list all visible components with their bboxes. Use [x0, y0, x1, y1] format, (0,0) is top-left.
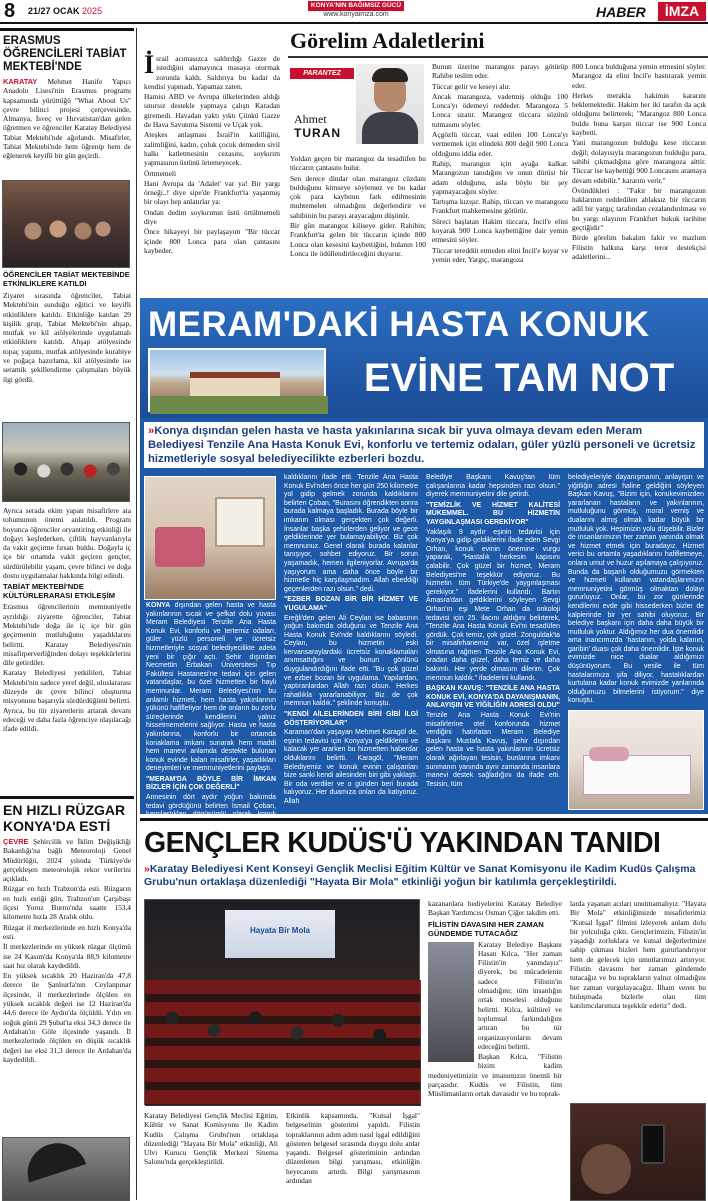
author-last-name: TURAN [294, 126, 341, 140]
kudus-col-2: Etkinlik kapsamında, "Kutsal İşgal" belgeselinin gösterimi yapıldı. Filistin topraklarının adım adım nasıl işgal edildiğini gösteren belgesel sırasında duygu dolu anlar yaşandı. Belgesel gösteriminin ardından düzenlenen bilgi yarışması, etkinliğin heyecanını artırdı. Bilgi yarışmasının ardından [286, 1111, 420, 1186]
lead-tag: ÇEVRE [3, 837, 29, 846]
photo1-caption: ÖĞRENCİLER TABİAT MEKTEBİNDE ETKİNLİKLERE KATILDI [3, 270, 130, 288]
author-box [290, 64, 424, 150]
kudus-col-4: larda yaşanan acıları unutmamalıyız. "Hayata Bir Mola" etkinliğimizde misafirlerimiz "Kutsal İşgal" filmini izleyerek anlam dolu bir yolculuğa çıktı. Gençlerimizin, Filistin'in yaşadığı zorluklara ve kutsal değerlerimize sahip çıkması bizleri hem gururlandırıyor hem de gelecek için umutlarımızı artırıyor. Filistin davasını her zaman gündemde tutacağız ve bu toprakların yalnız olmadığını her zaman vurgulayacağız. İlham veren bu buluşmada bizlerle olan tüm katılımcılarımıza teşekkür ederiz" dedi. [570, 899, 706, 1011]
drop-cap: İ [144, 50, 155, 79]
projection-screen [225, 910, 335, 958]
wind-article: EN HIZLI RÜZGAR KONYA'DA ESTİ ÇEVRE Şehircilik ve İklim Değişikliği Bakanlığı'na bağlı Meteoroloji Genel Müdürlüğü, 2024 yılında Türkiye'de gerçekleşen meteorolojik rekor verilerini açıkladı. Rüzgar en hızlı Trabzon'da esti. Rüzgarın en hızlı estiği gün, Trabzon'un Çarşıbaşı ilçesi Yoruz Burnu'nda saatte 153,4 kilometre hızla 28 Aralık oldu. Rüzgar il merkezlerinde en hızlı Konya'da esti. İl merkezlerinde en yüksek rüzgar ölçümü ise 24 Kasım'da Konya'da 88,9 kilometre saat hız olarak kaydedildi. En yüksek sıcaklık 20 Haziran'da 47,8 derece ile Şanlıurfa'nın Ceylanpınar ilçesinde, il merkezlerinde ölçülen en yüksek sıcaklık değeri ise 12 Haziran'da 44,6 derece ile Aydın'da ölçüldü. Yılın en soğuk günü 29 Şubat'ta eksi 34,3 derece ile Ardahan'ın Göle ilçesinde yaşandı. İl merkezlerinde ölçülen en düşük sıcaklık değeri ise eksi 31,3 derece ile Ardahan'da kaydedildi. [0, 796, 134, 1200]
screen-slide-title: Hayata Bir Mola [249, 926, 311, 935]
chevron-icon: » [144, 863, 150, 875]
col-text-2: Yoldan geçen bir marangoz da tesadüfen bu tüccarın çantasını bulur. Sen derece dindar olan marangoz cüzdanı bulduğunu kimseye söylemez ve bu kadar çok para kaybının fark edilmesinin muhtemelen olmadığını değerlendirir ve sahibinin bu parayı arayacağını düşünür. Bir gün marangoz kiliseye gider. Rahibin; Frankfurt'ta gelen bir tüccarın içinde 800 Lonca olan kesesini kaybettiğini, bulanın 100 Lonca ile ödüllendirileceğini duyurur. [290, 154, 426, 258]
meram-col-b: kaldıklarını ifade etti. Tenzile Ana Hasta Konuk Evi'nden önce her gün 250 kilometre yol gidip gelmek zorunda kaldıklarını belirten Çoban, "Burasını öğrendikten sonra burada kalmaya başladık. Burada böyle bir imkanın olması gerçekten çok değerli. İnsanlar başka şehirlerden geliyor ve gece geldiklerinde yer bulamayabiliyor. Biz çok memnunuz. Genel olarak burada kalanlar tanışıyor, sohbet ediyoruz. Bir sorun yaşamadık, hemen ilgileniyorlar. Avrupa'da yaşıyorum ama daha önce böyle bir hizmetle hiç karşılaşmadım. Allah ebeddiği geçenlerden razı olsun." dedi. "EZBER BOZAN BİR BİR HİZMET VE YUGULAMA" Ereğli'den gelen Ali Ceylan ise babasının yoğun bakımda olduğunu ve Tenzile Ana Hasta Konuk Evi'nde kaldıklarını söyledi. Ceylan, bu hizmetin eski kervansaraylardaki ücretsiz konaklamaları anımsattığını ve bunun gönlünü duygulandırdığını ifade etti. "Bu çok güzel ve ezber bozan bir uygulama. Yapılardan, yaptıranlardan Allah razı olsun. Herkes rahatlıkla yararlanabiliyor. Biz de çok memnun kaldık." şeklinde konuştu. "KENDİ AİLELERİNDEN BİRİ GİBİ İLGİ GÖSTERİYORLAR" Karaman'dan yaşayan Mehmet Karagöl de, eşinin tedavisi için Konya'ya geldiklerini ve kalacak yer ararken bu hizmetten haberdar olduklarını belirtti. Karagöl, "Meram Belediyemiz ve konuk evinin çalışanları bize sanki kendi ailesinden biri gibi yaklaştı. Bir oda verdiler ve o günden beri burada kalıyoruz. Her duamıza onları da katıyoruz. Allah [284, 474, 418, 805]
meram-headline-2: EVİNE TAM NOT [363, 356, 675, 400]
left-column [0, 28, 134, 1200]
kudus-col-3: kazananlara hediyelerini Karatay Belediye Başkan Yardımcısı Osman Çiğer takdim etti. FİLİSTİN DAVASINI HER ZAMAN GÜNDEMDE TUTACAĞIZ Karatay Belediye Başkanı Hasan Kılca, "Her zaman Filistin'in yanındayız" diyerek, bu mücadelenin sadece Filistin'in olmadığını; tüm insanlığın ortak meselesi olduğunu belirtti. Kılca, kültürel ve toplumsal farkındalığını artıran bu tür organizasyonların devam edeceğini belirtti. Başkan Kılca, "Filistin bizim kadim medeniyetimizin ve imanımızın önemli bir parçasıdır. Kudüs ve Filistin, tüm Müslümanların ortak davasıdır ve bu toprak- [428, 899, 562, 1099]
meram-feature [140, 298, 708, 827]
website-link[interactable]: www.konyaimza.com [323, 11, 389, 18]
erasmus-article: ERASMUS ÖĞRENCİLERİ TABİAT MEKTEBİ'NDE KARATAY Mehmet Hanife Yapıcı Anadolu Lisesi'nin Erasmus programı kapsamında yürüttüğü "What About Us" çevre bilinci projesi çerçevesinde, Almanya, İsveç ve Hırvatistan'dan gelen öğretmen ve öğrenciler Karatay Belediyesi Tabiat Mektebi'nde ağırlandı. Misafirler, Tabiat Mektebi'nde hem öğrenip hem de eğlenerek keyifli bir gün geçirdi. ÖĞRENCİLER TABİAT MEKTEBİNDE ETKİNLİKLERE KATILDI Ziyaret sırasında öğrenciler, Tabiat Mektebi'nin sunduğu eğitici ve keyifli etkinliklere katıldı. Etkinliğe katılan 29 kişilik grup, Tabiat Mektebi'nin ahşap, mutfak ve kil atölyelerinde uygulamalı etkinliklere katıldı. Ahşap atölyesinde topaç yapımı, mutfak atölyesinde kurabiye ve poğaça hazırlama, kil atölyesinde ise seramik şekillendirme çalışmaları büyük ilgi gördü. Ayrıca serada ekim yapan misafirlere ata tohumunun önemi anlatıldı. Program boyunca öğrenciler oryantiring etkinliği ile doğayı keşfederken, çiftlik hayvanlarıyla da vakit geçirme fırsatı buldu. Doğayla iç içe bir ortamda vakit geçiren gençler, sürdürülebilir yaşam, çevre bilinci ve doğa dostu uygulamalar hakkında bilgi edindi. TABİAT MEKTEBİ'NDE KÜLTÜRLERARASI ETKİLEŞİM Erasmus öğrencilerinin memnuniyetle ayrıldığı ziyarette öğrenciler, Tabiat Mektebi'nde doğa ile iç içe bir gün geçirmenin mutluluğunu yaşadıklarını belirtti. Karatay Belediyesi'nin misafirperverliğinden dolayı teşekkürlerini dile getirdiler. Karatay Belediyesi yetkilileri, Tabiat Mektebi'nin sadece yerel değil, uluslararası düzeyde de çevre bilinci oluşturma misyonunu başarıyla sürdürdüğünü belirtti. Ayrıca, bu tür ziyaretlerin artarak devam edeceği ve daha fazla öğrenciye ulaşılacağı ifade edildi. [0, 28, 134, 790]
speaker-photo [428, 942, 474, 1062]
masthead [0, 0, 708, 24]
chevron-icon: » [148, 425, 155, 437]
kudus-deck: »Karatay Belediyesi Kent Konseyi Gençlik Meclisi Eğitim Kültür ve Sanat Komisyonu ile Kadim Kudüs Çalışma Grubu'nun ortaklaşa düzenlediği "Hayata Bir Mola" etkinliği yoğun bir katılımla gerçekleştirildi. [144, 863, 696, 888]
kudus-col-1: Karatay Belediyesi Gençlik Meclisi Eğitim, Kültür ve Sanat Komisyonu ile Kadim Kudüs Çalışma Grubu'nun ortaklaşa düzenlediği "Hayata Bir Mola" etkinliği, Ali Ulvi Kurucu Gençlik Merkezi Sinema Salonu'nda gerçekleştirildi. [144, 1111, 278, 1167]
erasmus-group-photo [2, 180, 130, 268]
umbrella-photo [2, 1137, 130, 1201]
guesthouse-exterior-photo [148, 348, 326, 412]
subhead-filistin: FİLİSTİN DAVASINI HER ZAMAN GÜNDEMDE TUTACAĞIZ [428, 919, 544, 938]
lead-tag: KONYA [146, 602, 171, 609]
erasmus-body-3: Ayrıca serada ekim yapan misafirlere ata tohumunun önemi anlatıldı. Program boyunca öğrenciler oryantiring etkinliği ile doğayı keşfederken, çiftlik hayvanlarıyla da vakit geçirme fırsatı buldu. Doğayla iç içe bir ortamda vakit geçiren gençler, sürdürülebilir yaşam, çevre bilinci ve doğa dostu uygulamalar hakkında bilgi edindi. TABİAT MEKTEBİ'NDE KÜLTÜRLERARASI ETKİLEŞİM Erasmus öğrencilerinin memnuniyetle ayrıldığı ziyarette öğrenciler, Tabiat Mektebi'nde doğa ile iç içe bir gün geçirmenin mutluluğunu yaşadıklarını belirtti. Karatay Belediyesi'nin misafirperverliğinden dolayı teşekkürlerini dile getirdiler. Karatay Belediyesi yetkilileri, Tabiat Mektebi'nin sadece yerel değil, uluslararası düzeyde de çevre bilinci oluşturma misyonunu başarıyla sürdürdüğünü belirtti. Ayrıca, bu tür ziyaretlerin artarak devam edeceği ve daha fazla öğrenciye ulaşılacağı ifade edildi. [3, 506, 131, 734]
page-number: 8 [4, 0, 16, 22]
issue-date: 21/27 OCAK 2025 [28, 6, 103, 16]
author-first-name: Ahmet [294, 112, 327, 126]
meram-col-a: KONYA dışından gelen hasta ve hasta yakınlarının sıcak ve şefkat dolu yuvası Meram Belediyesi Tenzile Ana Hasta Konuk Evi, konforlu ve tertemiz odaları, güler yüzlü personeli ve ücretsiz hizmetleriyle sosyal belediyecilikte adeta yeni bir çığır açtı. Şehir dışından Necmettin Erbakan Üniversitesi Tıp Fakültesi Hastanesi'ne tedavi için gelen vatandaşlar, bu özel hizmetten bir hayli memnunlar. Meram Belediyesi'nin bu anlamlı hizmeti, hem hasta yakınlarının yükünü hafifletiyor hem de onların bu zorlu süreçlerinde kendilerini yalnız hissetmemelerini sağlıyor. Hasta ve hasta yakınlarına, konforlu bir ortamda konaklama imkanı sunarak hem maddi hem manevi anlamda destekte bulunan konuk evinde kalan misafirler, yaşadıkları deneyimleri ve memnuniyetlerini paylaştı. "MERAM'DA BÖYLE BİR İMKAN BİZLER İÇİN ÇOK DEĞERLİ" Annesinin dört aydır yoğun bakımda tedavi gördüğünü belirten İsmail Çoban, karşılaştıkları dönüşümlü olarak konuk evinde [146, 602, 276, 827]
meram-deck: »Konya dışından gelen hasta ve hasta yakınlarına sıcak bir yuva olmaya devam eden Meram Belediyesi Tenzile Ana Hasta Konuk Evi, konforlu ve tertemiz odaları, güler yüzlü personeli ve ücretsiz hizmetleriyle sosyal belediyecilikte ezberleri bozdu. [144, 422, 704, 468]
meram-col-c: Belediye Başkanı Kavuş'tan tüm çalışanlarına kadar hepsinden razı olsun." diyerek memnuniyetini dile getirdi. "TEMİZLİK VE HİZMET KALİTESİ MÜKEMMEL. BU HİZMETİN YAYGINLAŞMASI GEREKİYOR" Yaklaşık 9 aydır eşinin tedavisi için Konya'ya gidip geldiklerini ifade eden Sevgi Orhan, konuk evinin önemine vurgu yaparak, "Hastalık herkesin kapısını çalabilir. Çok güzel bir hizmet, Meram Belediyesi'ne teşekkür ediyoruz. Bu hizmetin tüm Türkiye'de yaygınlaşması gerekiyor." ifadelerini kullandı. Bartın Amasra'dan geldiklerini söyleyen Sevgi Orhan'ın eşi Mete Orhan da onkoloji tedavisi için 25. ilacını aldığını belirterek, "Tenzile Ana Hasta Konuk Evi'ni tesadüfen gördük. Çok temiz, çok güzel. Zonguldak'ta bir misafirhanemiz var, özel işletme olmasına rağmen Tenzile Ana Konuk Evi, oradan daha güzel, daha temiz ve daha bakımlı. Her yerde olmasını dilerim. Çok memnun kaldık." ifadelerini kullandı. BAŞKAN KAVUŞ: "TENZİLE ANA HASTA KONUK EVİ, KONYA'DA DAYANIŞMANIN, ANLAYIŞIN VE YİĞİLİĞİN ADRESİ OLDU" Tenzile Ana Hasta Konuk Evi'nin misafirlerine otel konforunda hizmet verdiğini hatırlatan Meram Belediye Başkanı Mustafa Kavuş, şehir dışından gelen hasta ve hasta yakınlarının ücretsiz olarak ağırlayan tesisin, bunlarına imkanı sunmanın yanında aynı zamanda insanlara manevi destek sağladığını da ifade etti. Tesisin, tüm [426, 474, 560, 788]
column-divider [136, 28, 137, 1200]
meram-headline-1: MERAM'DAKİ HASTA KONUK [148, 305, 650, 344]
erasmus-outdoor-photo [2, 422, 130, 502]
meram-headline-banner [140, 298, 708, 418]
wind-headline: EN HIZLI RÜZGAR KONYA'DA ESTİ [3, 802, 126, 834]
brand-logo: HABER İMZA [596, 2, 708, 21]
col-text-3: Bunun üzerine marangoz parayı götürüp Rahibe teslim eder. Tüccar gelir ve keseyi alır. Ancak marangoza, vadetmiş olduğu 100 Lonca'yı ödemeyi reddeder. Marangoza 5 Lonca uzatır. Marangoz tüccara sözünü tutmasını söyler. Açgözlü tüccar, vaat edilen 100 Lonca'yı vermemek için elindeki 800 değil 900 Lonca olduğunu iddia eder. Rahip, marangoz için ayağa kalkar. Marangozun tanıdığını ve onun dürüst bir adam olduğunu, asla böyle bir şey yapmayacağını söyler. Tartışma kızışır. Rahip, tüccarı ve marangozu Frankfurt mahkemesine götürür. Süreci başlatan Hakim tüccara, İncil'e elini koyarak 900 Lonca kaybettiğine dair yemin etmesini söyler. Tüccar tereddüt etmeden elini İncil'e koyar ve yemin eder. Yargıç, marangoza [432, 62, 568, 264]
bedroom-photo [568, 710, 704, 810]
lead-tag: KARATAY [3, 77, 38, 86]
subhead-kulturlerarasi: TABİAT MEKTEBİ'NDE KÜLTÜRLERARASI ETKİLEŞİM [3, 582, 116, 601]
kudus-article [140, 818, 708, 1200]
erasmus-body-2: Ziyaret sırasında öğrenciler, Tabiat Mektebi'nin sunduğu eğitici ve keyifli etkinliklere katıldı. Etkinliğe katılan 29 kişilik grup, Tabiat Mektebi'nin ahşap, mutfak ve kil atölyelerinde uygulamalı etkinliklere katıldı. Ahşap atölyesinde topaç yapımı, mutfak atölyesinde kurabiye ve poğaça hazırlama, kil atölyesinde ise seramik şekillendirme çalışmaları büyük ilgi gördü. [3, 291, 131, 384]
parantez-label: PARANTEZ [290, 68, 354, 79]
cinema-hall-photo [144, 899, 420, 1105]
tagline: KONYA'NIN BAĞIMSIZ GÜCÜ [308, 1, 404, 11]
col-text-1: İsrail acımasızca saldırdığı Gazze de istediğini alamayınca masaya oturmak zorunda kaldı. Saldırıya bu kadar da kendisi yapmadı. Yapamaz zaten. Hamisi ABD ve Avrupa ülkelerinden aldığı sınırsız destekle yapmaya çalıştı Karadan giremedi. Havadan yaktı yıktı Çünkü Gazze de Hava Savunma Sistemi ve Uçak yok. Ateşkes anlaşması İsrail'in katilliğini, zalimliğini, kadın, çoluk çocuk demeden sivil halkı katletmesinin cezasını, soykırım yapmasının üstünü örtemeyecek. Örtmemeli Hani Avrupa da 'Adalet' var ya! Bir yargı örneği..! diye sipe'de Frankfurt'ta yaşanmış bir olayı hep anlatırlar ya: Ondan dedim soykırımın üstü örtülmemeli diye Önce hikayeyi bir paylaşayım "Bir tüccar içinde 800 Lonca para olan çantasını kaybeder. [144, 50, 280, 255]
erasmus-headline: ERASMUS ÖĞRENCİLERİ TABİAT MEKTEBİ'NDE [0, 28, 134, 77]
audience-phone-photo [570, 1103, 706, 1201]
opinion-column [140, 26, 708, 294]
meram-col-d: belediyeleriyle dayanışmanın, anlayışın ve yiğitliğin adresi haline geldiğini söyleyen Başkan Kavuş, "Bizim için, konukevimizden yararlanan hastaların ve yakınlarının, mutluluğunu görmüş, moral verniş ve dualarını almış olmak kadar büyük bir mutluluk yok. Hepimizin yolu düşebilir. Bizler de insanlarımızın her zaman yanında olmak ve hizmet etmek için buradayız. Hizmet verici bu ortamla yaşadıklarını hafifletmeye, onlara umut ve huzur aşılamaya çalışıyoruz. Bunda da başarılı olduğumuzu görmekten ve hizmeti kullanan vatandaşlarımızın memnuniyetini görmüş olmaktan dolayı gururluyuz. Onlar, bu zor günlerinde kendilerini evde gibi hissederken bizler de kalplerinde bir yer sahibi oluyoruz. Bir belediye başkanı için daha daha büyük bir mutluluk yoktur. Aldığımız her dua önemlidir ama inancımızda 'hastanın, yolda kalanın, garibin' duası çok daha önemlidir. İşte konuk evimizde nice dualar aldığımızı düşünüyorum. Bu vesile ile tüm hastalarımıza şifa diliyor, hastalıklardan kurtulana kadar konuk evimizde yanlarında olduğumuzu bilmelerini istiyorum." diye konuştu. [568, 474, 704, 705]
col-text-4: 800 Lonca bulduğuna yemin etmesini söyler. Marangoz da elini İncil'e bastırarak yemin eder. Herkes merakla hakimin kararını beklemektedir. Hakim her iki tarafın da açık olduğunu belirterek; "Marangoz 800 Lonca buldu buna karşın tüccar ise 900 Lonca kaybetti. Yani marangozun bulduğu kese tüccarın değil; dolayısıyla marangozun bulduğu para, sahibi çıkmadığına göre marangoza aittir. Tüccar ise kaybettiği 900 Loncasını aramaya devam edebilir." kararını verir." Övündükleri : "Fakir bir marangozun haklarının reddedilen ablaksız bir tüccarın adil bir yargıç tarafından cezalandırılması ve bu yargı olayının Frankfurt hukuk tarihine geçtiğidir" Birde görelim bakalım fakir ve mazlum Filistin halkına karşı teror destekçisi adaletlerini... [572, 62, 706, 261]
column-title: Görelim Adaletlerini [290, 28, 485, 53]
guest-room-photo [144, 476, 276, 600]
author-photo [356, 64, 424, 144]
kudus-headline: GENÇLER KUDÜS'Ü YAKINDAN TANIDI [144, 827, 661, 859]
